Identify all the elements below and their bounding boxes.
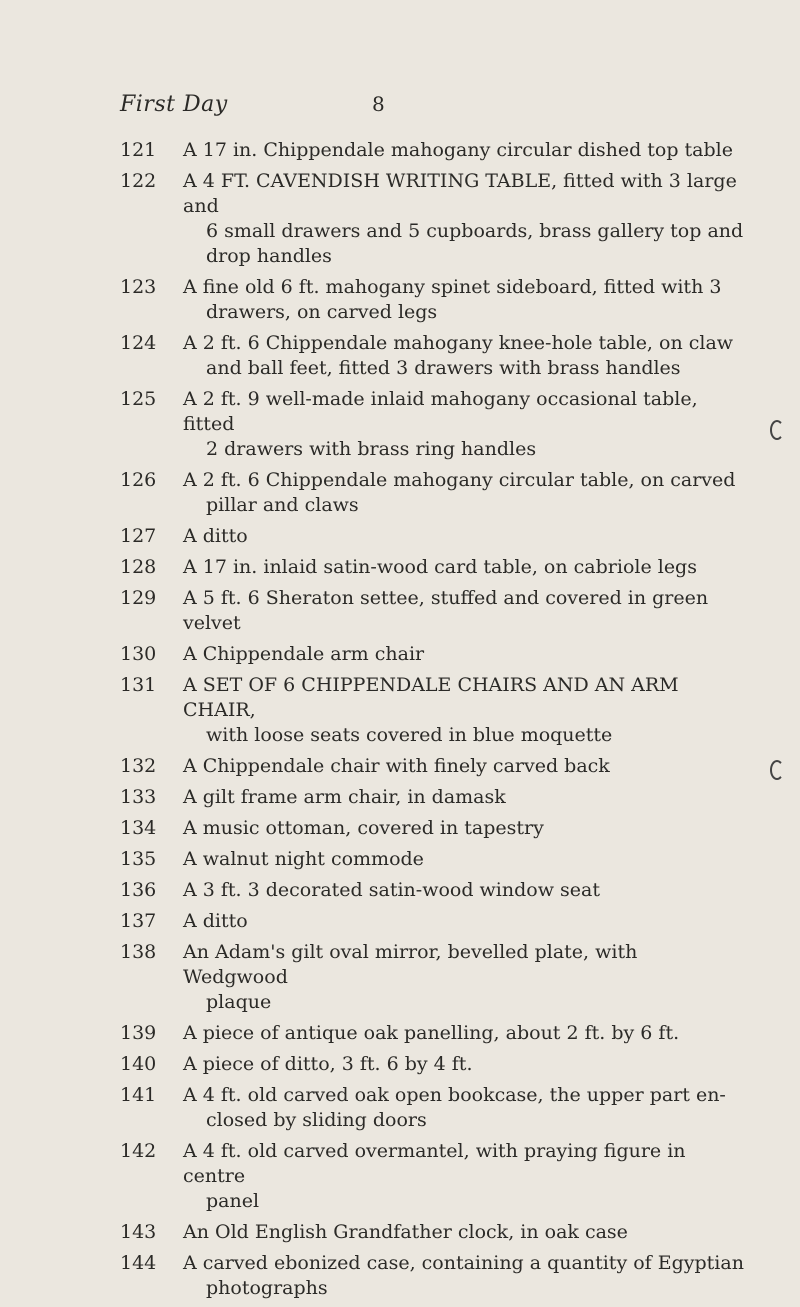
lot-entry — [0, 1220, 800, 1245]
lot-entry — [0, 673, 800, 748]
lot-entry — [0, 524, 800, 549]
lot-description-line: A ditto — [183, 910, 248, 932]
lot-entry — [0, 642, 800, 667]
page-number: 8 — [372, 92, 385, 116]
lot-description-line: A 2 ft. 6 Chippendale mahogany knee-hole table, on claw — [183, 332, 734, 354]
lot-description — [183, 331, 748, 381]
lot-entry — [0, 331, 800, 381]
lot-description — [183, 1021, 748, 1046]
lot-number: 121 — [120, 139, 157, 161]
lot-entry — [0, 816, 800, 841]
lot-entry — [0, 169, 800, 269]
lot-list — [0, 138, 800, 1307]
lot-number: 131 — [120, 674, 157, 696]
lot-number: 137 — [120, 910, 157, 932]
lot-description — [183, 1220, 748, 1245]
lot-description-continuation: drawers, on carved legs — [206, 301, 438, 323]
lot-description-line: An Adam's gilt oval mirror, bevelled plate, with Wedgwood — [183, 941, 638, 988]
lot-description-line: A SET OF 6 CHIPPENDALE CHAIRS AND AN ARM CHAIR, — [183, 674, 679, 721]
lot-description-line: A piece of ditto, 3 ft. 6 by 4 ft. — [183, 1053, 473, 1075]
lot-description-line: A 2 ft. 9 well-made inlaid mahogany occasional table, fitted — [183, 388, 698, 435]
lot-description-continuation: closed by sliding doors — [206, 1109, 427, 1131]
lot-description — [183, 169, 748, 269]
lot-number: 134 — [120, 817, 157, 839]
lot-number: 140 — [120, 1053, 157, 1075]
lot-number: 136 — [120, 879, 157, 901]
lot-description-line: A 2 ft. 6 Chippendale mahogany circular table, on carved — [183, 469, 736, 491]
lot-number: 143 — [120, 1221, 157, 1243]
lot-description-line: A 4 ft. old carved overmantel, with praying figure in centre — [183, 1140, 686, 1187]
lot-number: 138 — [120, 941, 157, 963]
lot-entry — [0, 940, 800, 1015]
lot-number: 144 — [120, 1252, 157, 1274]
lot-description-line: A 5 ft. 6 Sheraton settee, stuffed and covered in green velvet — [183, 587, 709, 634]
lot-number: 129 — [120, 587, 157, 609]
lot-description-line: A walnut night commode — [183, 848, 424, 870]
lot-description-line: A 3 ft. 3 decorated satin-wood window seat — [183, 879, 600, 901]
margin-mark — [770, 420, 784, 440]
lot-description — [183, 275, 748, 325]
page-header — [120, 92, 680, 126]
lot-description — [183, 816, 748, 841]
lot-description — [183, 1251, 748, 1301]
margin-mark — [770, 760, 784, 780]
lot-number: 128 — [120, 556, 157, 578]
lot-description — [183, 1083, 748, 1133]
lot-entry — [0, 275, 800, 325]
lot-number: 127 — [120, 525, 157, 547]
lot-number: 123 — [120, 276, 157, 298]
lot-description — [183, 878, 748, 903]
lot-entry — [0, 847, 800, 872]
lot-entry — [0, 387, 800, 462]
lot-description — [183, 642, 748, 667]
lot-description-continuation: 2 drawers with brass ring handles — [206, 438, 537, 460]
lot-description-continuation: pillar and claws — [206, 494, 359, 516]
lot-entry — [0, 785, 800, 810]
lot-description — [183, 847, 748, 872]
lot-description — [183, 586, 748, 636]
lot-description — [183, 1052, 748, 1077]
lot-description-continuation: panel — [206, 1190, 260, 1212]
lot-entry — [0, 754, 800, 779]
lot-number: 126 — [120, 469, 157, 491]
lot-description-line: A ditto — [183, 525, 248, 547]
lot-entry — [0, 1251, 800, 1301]
lot-number: 122 — [120, 170, 157, 192]
lot-description-line: A 4 ft. old carved oak open bookcase, the upper part en- — [183, 1084, 726, 1106]
lot-number: 139 — [120, 1022, 157, 1044]
page-title: First Day — [120, 92, 228, 117]
lot-number: 130 — [120, 643, 157, 665]
lot-entry — [0, 468, 800, 518]
lot-entry — [0, 1083, 800, 1133]
lot-entry — [0, 909, 800, 934]
lot-description-line: A fine old 6 ft. mahogany spinet sideboard, fitted with 3 — [183, 276, 722, 298]
lot-number: 141 — [120, 1084, 157, 1106]
lot-description — [183, 138, 748, 163]
lot-description-line: An Old English Grandfather clock, in oak case — [183, 1221, 628, 1243]
lot-description-line: A 17 in. inlaid satin-wood card table, on cabriole legs — [183, 556, 697, 578]
lot-description-line: A piece of antique oak panelling, about 2 ft. by 6 ft. — [183, 1022, 680, 1044]
lot-description-line: A 4 FT. CAVENDISH WRITING TABLE, fitted with 3 large and — [183, 170, 737, 217]
lot-number: 135 — [120, 848, 157, 870]
lot-entry — [0, 138, 800, 163]
lot-number: 142 — [120, 1140, 157, 1162]
lot-number: 133 — [120, 786, 157, 808]
lot-number: 132 — [120, 755, 157, 777]
lot-entry — [0, 555, 800, 580]
lot-description — [183, 909, 748, 934]
lot-description — [183, 524, 748, 549]
lot-description — [183, 673, 748, 748]
lot-description-line: A music ottoman, covered in tapestry — [183, 817, 544, 839]
lot-description-line: A 17 in. Chippendale mahogany circular dished top table — [183, 139, 733, 161]
lot-description-line: A Chippendale chair with finely carved back — [183, 755, 610, 777]
lot-number: 124 — [120, 332, 157, 354]
lot-description — [183, 555, 748, 580]
lot-description-continuation: 6 small drawers and 5 cupboards, brass gallery top and — [206, 220, 744, 242]
lot-description — [183, 387, 748, 462]
lot-entry — [0, 1139, 800, 1214]
lot-description — [183, 785, 748, 810]
lot-description — [183, 1139, 748, 1214]
lot-description-line: A carved ebonized case, containing a quantity of Egyptian — [183, 1252, 744, 1274]
lot-description — [183, 468, 748, 518]
lot-description-line: A gilt frame arm chair, in damask — [183, 786, 506, 808]
lot-description-continuation: drop handles — [206, 245, 332, 267]
lot-description-continuation: and ball feet, fitted 3 drawers with brass handles — [206, 357, 681, 379]
lot-entry — [0, 1052, 800, 1077]
lot-description-continuation: with loose seats covered in blue moquette — [206, 724, 613, 746]
lot-description — [183, 754, 748, 779]
lot-description-continuation: photographs — [206, 1277, 328, 1299]
lot-description — [183, 940, 748, 1015]
lot-description-line: A Chippendale arm chair — [183, 643, 425, 665]
lot-description-continuation: plaque — [206, 991, 272, 1013]
lot-entry — [0, 586, 800, 636]
lot-number: 125 — [120, 388, 157, 410]
lot-entry — [0, 878, 800, 903]
lot-entry — [0, 1021, 800, 1046]
